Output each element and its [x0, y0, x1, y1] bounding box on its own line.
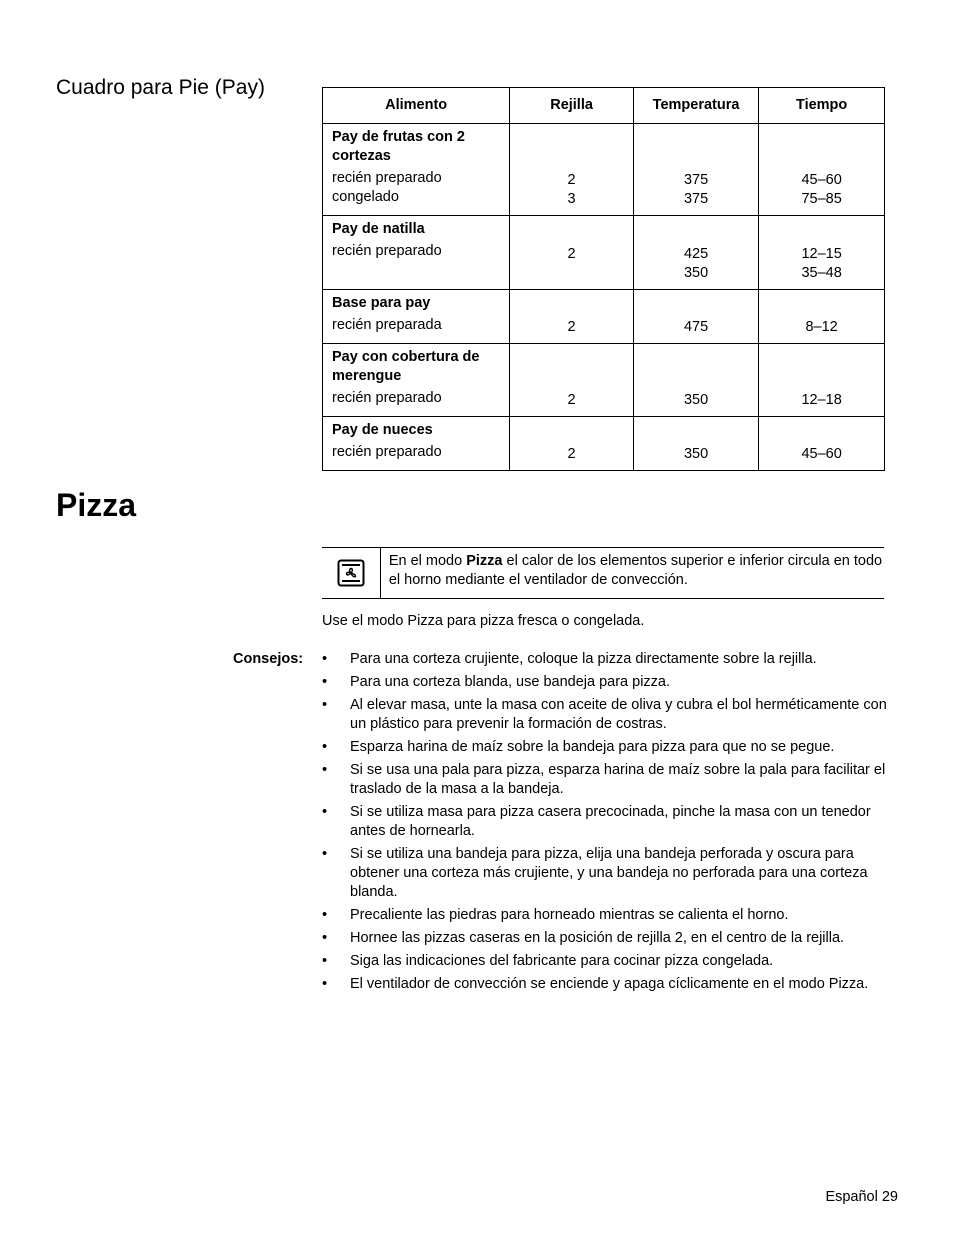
list-item [322, 761, 897, 799]
rack-cell [510, 290, 634, 344]
temp-value: 475 [683, 319, 709, 335]
rack-value: 2 [567, 392, 576, 408]
list-item [322, 696, 897, 734]
rack-value: 2 [567, 319, 576, 335]
table-row [323, 344, 885, 417]
tip-text: Esparza harina de maíz sobre la bandeja para pizza para que no se pegue. [350, 739, 835, 755]
mode-text-before: En el modo [388, 553, 467, 569]
time-value: 45–60 [801, 172, 842, 188]
time-value: 12–18 [801, 392, 842, 408]
tip-text: Siga las indicaciones del fabricante para cocinar pizza congelada. [350, 953, 774, 969]
food-state: recién preparado [332, 444, 442, 460]
tip-text: Si se utiliza una bandeja para pizza, elija una bandeja perforada y oscura para obtener una corteza más crujiente, y una bandeja no perforada para una corteza blanda. [350, 846, 868, 900]
bullet: • [322, 651, 328, 667]
time-cell [759, 290, 885, 344]
food-name: Pay de frutas con 2 cortezas [332, 129, 465, 164]
list-item [322, 952, 897, 971]
food-cell [323, 344, 510, 417]
mode-text-after: el calor de los elementos superior e inferior circula en todo el horno mediante el ventilador de convección. [388, 553, 883, 588]
rack-cell [510, 124, 634, 216]
table-row [323, 216, 885, 290]
time-value: 35–48 [801, 265, 842, 281]
list-item [322, 738, 897, 757]
time-cell [759, 216, 885, 290]
table-row [323, 417, 885, 471]
tip-text: Si se usa una pala para pizza, esparza harina de maíz sobre la pala para facilitar el traslado de la masa a la bandeja. [350, 762, 886, 797]
list-item [322, 803, 897, 841]
food-name: Pay con cobertura de merengue [332, 349, 480, 384]
rack-cell [510, 417, 634, 471]
temp-cell [633, 124, 758, 216]
time-cell [759, 124, 885, 216]
pizza-mode-info [322, 547, 884, 599]
temp-value: 350 [683, 392, 709, 408]
time-value: 75–85 [801, 191, 842, 207]
header-alimento: Alimento [323, 88, 510, 124]
bullet: • [322, 674, 328, 690]
temp-value: 350 [683, 265, 709, 281]
rack-cell [510, 344, 634, 417]
tip-text: Para una corteza blanda, use bandeja para pizza. [350, 674, 671, 690]
tips-label: Consejos: [233, 651, 304, 667]
temp-value: 375 [683, 191, 709, 207]
bullet: • [322, 907, 328, 923]
time-value: 12–15 [801, 246, 842, 262]
tip-text: Si se utiliza masa para pizza casera precocinada, pinche la masa con un tenedor antes de hornearla. [350, 804, 871, 839]
list-item [322, 673, 897, 692]
temp-cell [633, 216, 758, 290]
bullet: • [322, 697, 328, 713]
food-cell [323, 417, 510, 471]
food-state: recién preparada [332, 317, 442, 333]
header-rejilla: Rejilla [510, 88, 634, 124]
bullet: • [322, 930, 328, 946]
rack-cell [510, 216, 634, 290]
list-item [322, 975, 897, 994]
tip-text: Para una corteza crujiente, coloque la pizza directamente sobre la rejilla. [350, 651, 817, 667]
list-item [322, 906, 897, 925]
temp-value: 350 [683, 446, 709, 462]
tip-text: El ventilador de convección se enciende y apaga cíclicamente en el modo Pizza. [350, 976, 869, 992]
food-state: congelado [332, 189, 399, 205]
table-row [323, 124, 885, 216]
section-title: Cuadro para Pie (Pay) [56, 76, 265, 99]
time-value: 8–12 [805, 319, 838, 335]
header-temperatura: Temperatura [633, 88, 758, 124]
page-footer: Español 29 [825, 1189, 898, 1205]
temp-cell [633, 290, 758, 344]
rack-value: 2 [567, 446, 576, 462]
food-state: recién preparado [332, 243, 442, 259]
table-row [323, 290, 885, 344]
list-item [322, 929, 897, 948]
rack-value: 3 [567, 191, 576, 207]
header-tiempo: Tiempo [759, 88, 885, 124]
temp-value: 425 [683, 246, 709, 262]
temp-cell [633, 417, 758, 471]
bullet: • [322, 739, 328, 755]
tip-text: Al elevar masa, unte la masa con aceite de oliva y cubra el bol herméticamente con un plástico para prevenir la formación de costras. [350, 697, 887, 732]
bullet: • [322, 953, 328, 969]
food-name: Pay de nueces [332, 422, 433, 438]
food-cell [323, 290, 510, 344]
mode-description [381, 548, 884, 598]
bullet: • [322, 976, 328, 992]
food-name: Base para pay [332, 295, 431, 311]
tip-text: Precaliente las piedras para horneado mientras se calienta el horno. [350, 907, 789, 923]
mode-icon-cell [322, 548, 381, 598]
temp-cell [633, 344, 758, 417]
temp-value: 375 [683, 172, 709, 188]
time-cell [759, 417, 885, 471]
rack-value: 2 [567, 172, 576, 188]
pizza-intro: Use el modo Pizza para pizza fresca o congelada. [322, 613, 645, 629]
food-name: Pay de natilla [332, 221, 425, 237]
rack-value: 2 [567, 246, 576, 262]
table-header-row [323, 88, 885, 124]
tips-list [322, 650, 897, 998]
food-state: recién preparado [332, 170, 442, 186]
tip-text: Hornee las pizzas caseras en la posición de rejilla 2, en el centro de la rejilla. [350, 930, 845, 946]
food-cell [323, 124, 510, 216]
time-value: 45–60 [801, 446, 842, 462]
bullet: • [322, 762, 328, 778]
bullet: • [322, 846, 328, 862]
list-item [322, 650, 897, 669]
bullet: • [322, 804, 328, 820]
food-cell [323, 216, 510, 290]
mode-text-bold: Pizza [466, 553, 503, 569]
pizza-heading: Pizza [56, 487, 137, 523]
time-cell [759, 344, 885, 417]
pie-chart-table [322, 87, 885, 471]
list-item [322, 845, 897, 902]
food-state: recién preparado [332, 390, 442, 406]
pizza-mode-icon [337, 559, 365, 587]
